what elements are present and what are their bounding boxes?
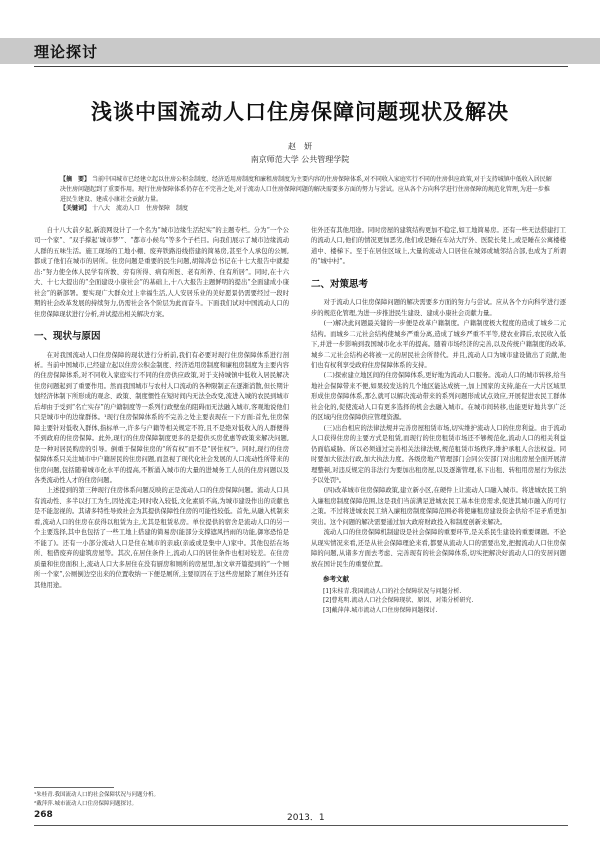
body-paragraph: (三)出台相应的法律法规并完善房屋租赁市场,切实维护流动人口的住房利益。由于流动人口获得住房的主要方式是租赁,而现行的住房租赁市场还不够规范化,流动人口的相关利益仍面临威胁。所以必须通过完善相关法律法规,规范租赁市场秩序,维护承租人合法权益。同时要加大依法行政,加大执法力度。各级房地产管理部门会同公安部门对出租房屋全面开展清理整顿,对违反规定的非法行为要加出租房屋,以及逐渐管理,私下出租、转租用房屋行为依法予以处罚³。 [311,424,566,484]
intro-paragraph: 自十八大前夕起,新浪网设计了一个名为“城市边缘生活纪实”的主题专栏。分为“一个公司一个家”、“双手撑起‘城市梦’”、“都市小候鸟”等多个子栏目。向我们展示了城市边缘流动人群的五味生活。施工现场的工地小棚、废弃铁路沿线搭建的简易房,甚至个人承包的公厕,都成了他们在城市的居所。住房问题是重要的民生问题,胡锦涛总书记在十七大报告中就提出:“努力使全体人民学有所教、劳有所得、病有所医、老有所养、住有所居”。同时,在十六大、十七大提出的“全面建设小康社会”的基础上,十八大报告主题鲜明的提出“全面建成小康社会”的新部署。要实现广大群众过上幸福生活,人人安居乐业的美好愿景仍需要经过一段时期的社会改革发展的持续努力,仍需社会各个阶层为此而奋斗。下面我们试对中国流动人口的住房保障现状进行分析,并试提出相关解决方案。 [34,227,289,318]
affiliation: 南京师范大学 公共管理学院 [250,155,350,164]
references-heading: 参考文献 [323,575,349,584]
reference-item: [2]曹兆明.流动人口社会保障现状、原因、对策分析研究. [323,597,474,604]
abstract [60,175,554,205]
body-paragraph: 住外还有其他用途。同时房屋的建筑结构更加不稳定,如工地简易房。还有一些无法搭建打工的流动人口,他们的情况更加恶劣,他们或是睡在车站大厅外、医院长凳上,或是睡在公寓楼楼道中、楼梯下。至于在居住区域上,大量的流动人口居住在城郊或城邻结合部,也成为了所谓的“城中村”。 [311,227,566,266]
body-paragraph: 流动人口的住房保障机制建设是社会保障的重要环节,是关系民生建设的重要课题。不论从现实情况来看,还是从社会保障理论来看,都要从流动人口的需要出发,把握流动人口住房保障的问题,从诸多方面去考虑、完善现有的社会保障体系,切实把解决好流动人口的安居问题放在国计民生的重要位置。 [311,529,566,568]
author: 赵 妍 [288,142,312,151]
body-paragraph: 在对我国流动人口住房保障的现状进行分析前,我们有必要对现行住房保障体系进行剖析。当前中国城市,已经建立起以住房公积金制度、经济适用房制度和廉租房制度为主要内容的住房保障体系,对不同收入家庭实行不同的住房供应政策,对于支持城镇中低收入居民解决住房问题起到了重要作用。然而我国城市与农村人口流动的各种限制正在逐渐消散,但长期计划经济体制下所形成的观念、政策、制度惯性在短时间内无法全改变,流进入城的农民到城市后却由于受到“名亡实存”的户籍制度等一系列行政壁垒的阻碍而无法融入城市,客观地说他们只是城市中的边缘群体。¹现行住房保障体系的不完善之处主要表现在一下方面:首先,住房保障主要针对低收入群体,指标单一,许多与户籍等相关规定不符,且不是绝对低收入的人群便得不到政府的住房保障。此外,现行的住房保障制度更多的是提供买房优惠等政策来解决问题,是一种对居民购房的引导。倒重于保障住房的“所有权”而不是“居住权”²。同时,现行的住房保障体系只关注城市中户籍居民的住房问题,而忽视了现代化社会发展的人口流动性所带来的住房问题,包括随着城市化水平的提高,不断涌入城市的大量的进城务工人员的住房问题以及各类流动性人才的住房问题。 [34,351,289,484]
section-heading: 一、现状与原因 [34,331,101,343]
body-paragraph: 对于流动人口住房保障问题的解决需要多方面的努力与尝试。应从各个方向科学进行逐步的规范化管理,为进一步推进民生建设、建成小康社会贡献力量。 [311,299,566,317]
abstract-text: 当前中国城市已经建立起以住房公积金制度、经济适用房制度和廉租房制度为主要内容的住房保障体系,对不同收入家庭实行不同的住房供应政策,对于支持城镇中低收入居民解决住房问题起到了重要作用。现行住房保障体系仍存在不完善之处,对于流动人口住房保障问题的解决需要多方面的努力与尝试。应从各个方向科学进行住房保障的规范化管理,为进一步推进民生建设、建成小康社会贡献力量。 [60,176,552,203]
keywords-text: 十八大 流动人口 住房保障 制度 [91,205,188,212]
body-paragraph: (二)探索建立地区间的住房保障体系,更好地为流动人口服务。流动人口的城市转移,给当地社会保障带来不便,如果较发达的几个地区能达成统一,加上国家的支持,能在一大片区域里形成住房保障体系,那么就可以解决流动带来的系列问题形成试点效应,开展促进农民工群体社会化的,促使流动人口有更多选择的机会去融入城市。在城市间转移,也能更好地共享广泛的区域内住房保障供应管理资源。 [311,372,566,422]
keywords-label: 【关键词】 [60,205,91,212]
abstract-label: 【摘 要】 [60,176,91,183]
left-column [34,226,289,591]
issue-number: 2013．1 [287,813,325,823]
body-paragraph: (一)解决此问题最关键的一步便是改革户籍制度。户籍制度极大程度的造成了城乡二元结构。而城乡二元社会结构使城乡严重分离,造成了城乡严重不平等,使农业滞后,农民收入低下,并进一步影响到我国城市化水平的提高。随着市场经济的完善,以及传统户籍制度的改革,城乡二元社会结构必将被一元的居民社会所替代。并且,流动人口为城市建设做出了贡献,他们也有权利享受政府住房保障体系的支持。 [311,320,566,369]
keywords [60,203,554,212]
footnote-rule [34,787,114,788]
article-title: 浅谈中国流动人口住房保障问题现状及解决 [91,99,509,124]
section-name: 理论探讨 [34,43,99,61]
header-rule [34,66,568,67]
footnote: ¹朱桂青.我国流动人口的社会保障状况与问题分析。 [34,792,159,798]
page-number: 268 [34,810,53,820]
right-column [311,226,566,615]
reference-item: [1]朱桂青.我国流动人口的社会保障状况与问题分析. [323,587,462,595]
section-heading: 二、对策思考 [311,278,369,290]
reference-item: [3]戴萍萍.城市流动人口住房保障问题探讨. [323,606,438,614]
footer-rule [34,825,568,826]
footnote: ²戴萍萍.城市流动人口住房保障问题探讨。 [34,801,137,807]
body-paragraph: 上述提到的第三种现行住房体系问题反映的正是流动人口的住房保障问题。流动人口具有流动性、多半以打工为生,因处流走;同时收入较低,文化素质不高,为城市建设作出的贡献也是不能忽视的。其诸多特性导致社会为其提供保障性住房的可能性较低。首先,从融入机制来看,流动人口的住房在获得以租赁为主,尤其是租赁私房。单位提供的宿舍是流动人口的另一个主要选择,其中也包括了一些工地上搭建的简易房(能部分支撑遮风挡雨的功能,御寒恐怕是不能了)。还有一小部分流动人口是住在城市的亲戚(亲戚或是集中人)家中。其他包括在场所、租借废弃的建筑房屋等。其次,在居住条件上,流动人口的居住条件也相对较差。在住房质量和住房面积上,流动人口大多居住在没有厨房和厕所的房屋里,加文章开篇提到的“一个厕所一个家”,公厕倒边空出来的位置收纳一下便是厕所,主要原因在于这些房屋除了厕住外还有其他用途。 [34,487,289,589]
body-paragraph: (四)改革城市住房保障政策,建立新小区,在硬件上让流动人口融入城市。将进城农民工纳入廉租房制度保障范围,这是我们当前满足进城农民工基本住房需求,促进其城市融入的可行之策。不过将进城农民工纳入廉租房制度保障范围必将使廉租房建设资金供给不足矛盾更加突出。这个问题的解决需要通过加大政府财政投入和制度创新来解决。 [311,487,566,526]
